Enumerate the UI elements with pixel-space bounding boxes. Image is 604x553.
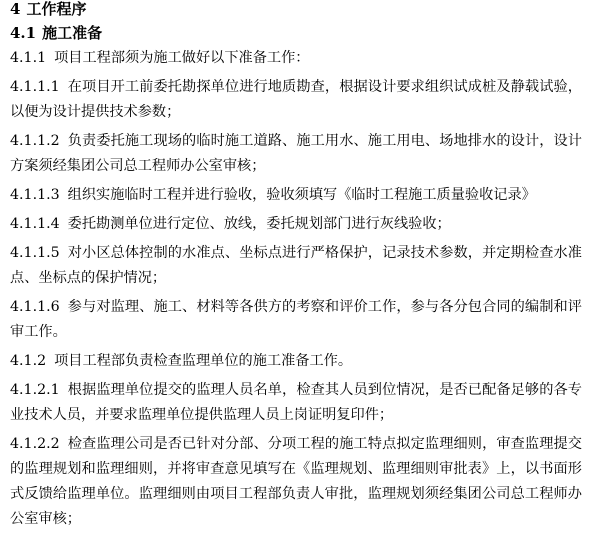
clause-paragraph <box>10 295 582 345</box>
clause-text: 负责委托施工现场的临时施工道路、施工用水、施工用电、场地排水的设计，设计方案须经集团公司总工程师办公室审核； <box>10 133 582 174</box>
clause-paragraph <box>10 183 582 208</box>
clause-text: 检查监理公司是否已针对分部、分项工程的施工特点拟定监理细则，审查监理提交的监理规划和监理细则，并将审查意见填写在《监理规划、监理细则审批表》上，以书面形式反馈给监理单位。监理细则由项目工程部负责人审批，监理规划须经集团公司总工程师办公室审核； <box>10 436 582 527</box>
clause-number: 4.1.2.1 <box>10 382 60 398</box>
clause-number: 4.1.1.3 <box>10 187 60 203</box>
clause-paragraph <box>10 129 582 179</box>
clause-text: 委托勘测单位进行定位、放线，委托规划部门进行灰线验收； <box>67 216 451 232</box>
clause-paragraph <box>10 349 582 374</box>
section-heading <box>10 0 582 20</box>
clause-number: 4.1.1.1 <box>10 79 60 95</box>
clause-number: 4.1.1 <box>10 50 47 66</box>
clause-text: 对小区总体控制的水准点、坐标点进行严格保护，记录技术参数，并定期检查水准点、坐标点的保护情况； <box>10 245 582 286</box>
subsection-title: 施工准备 <box>42 24 103 42</box>
clause-paragraph <box>10 75 582 125</box>
clause-number: 4.1.1.4 <box>10 216 60 232</box>
subsection-heading <box>10 22 582 44</box>
clause-text: 项目工程部负责检查监理单位的施工准备工作。 <box>54 353 353 369</box>
clause-paragraph <box>10 378 582 428</box>
clause-text: 组织实施临时工程并进行验收，验收须填写《临时工程施工质量验收记录》 <box>67 187 536 203</box>
clause-number: 4.1.1.6 <box>10 299 60 315</box>
clause-text: 根据监理单位提交的监理人员名单，检查其人员到位情况，是否已配备足够的各专业技术人员，并要求监理单位提供监理人员上岗证明复印件； <box>10 382 582 423</box>
clause-paragraph <box>10 432 582 532</box>
clause-paragraph <box>10 46 582 71</box>
section-title: 工作程序 <box>26 0 87 18</box>
clause-number: 4.1.2.2 <box>10 436 60 452</box>
clause-text: 参与对监理、施工、材料等各供方的考察和评价工作，参与各分包合同的编制和评审工作。 <box>10 299 582 340</box>
clause-text: 项目工程部须为施工做好以下准备工作： <box>54 50 310 66</box>
clause-number: 4.1.1.2 <box>10 133 60 149</box>
clause-paragraph <box>10 212 582 237</box>
subsection-number: 4.1 <box>10 24 37 42</box>
clause-number: 4.1.1.5 <box>10 245 60 261</box>
clause-number: 4.1.2 <box>10 353 47 369</box>
clause-text: 在项目开工前委托勘探单位进行地质勘查，根据设计要求组织试成桩及静载试验，以便为设计提供技术参数； <box>10 79 582 120</box>
section-number: 4 <box>10 0 21 18</box>
clause-paragraph <box>10 241 582 291</box>
